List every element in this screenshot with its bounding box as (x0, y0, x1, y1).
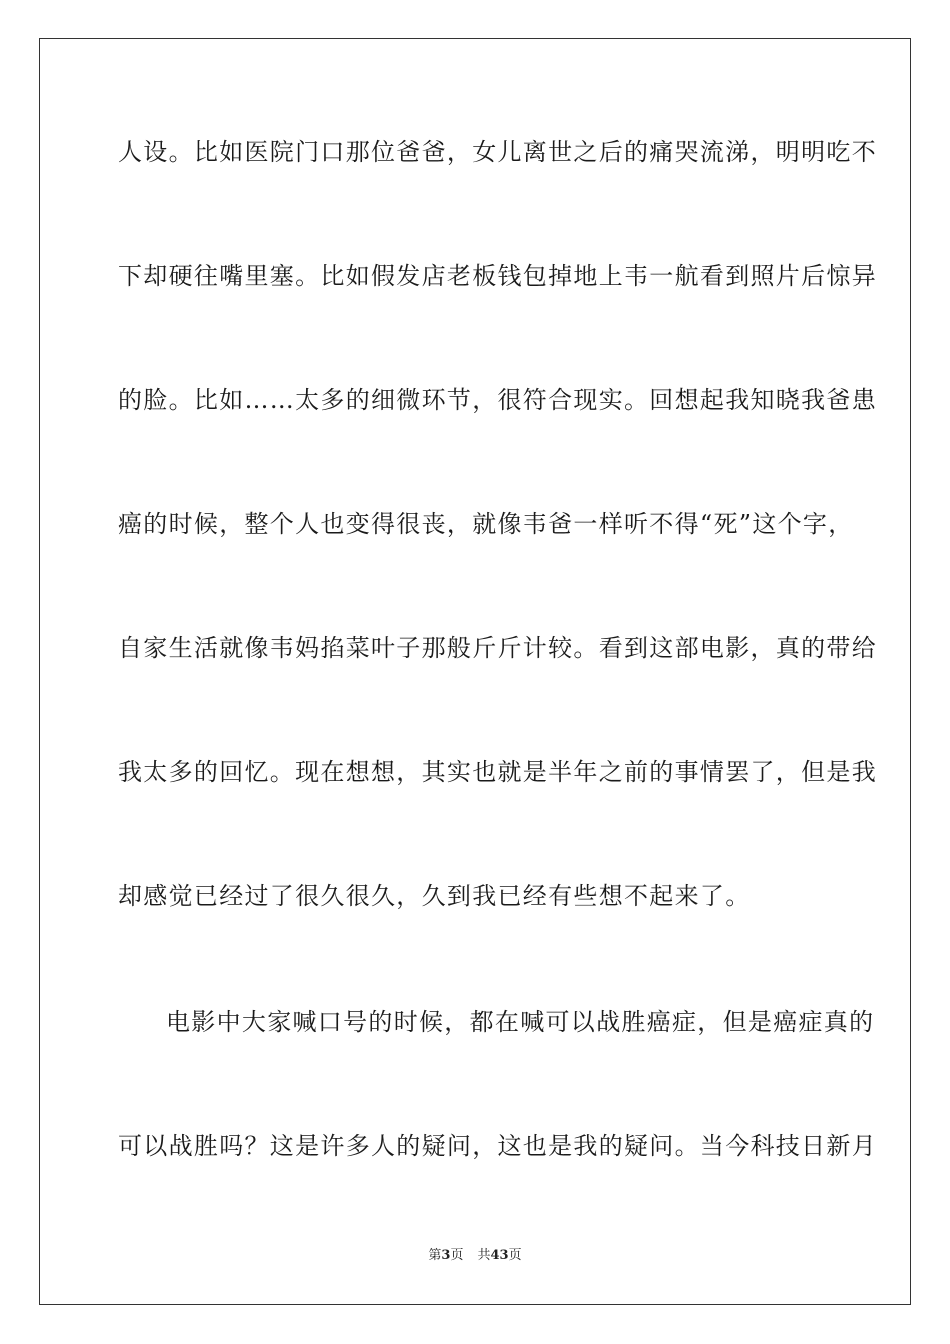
page-prefix: 第 (428, 1248, 442, 1263)
page-footer (0, 1247, 950, 1265)
text-line: 可以战胜吗？这是许多人的疑问，这也是我的疑问。当今科技日新月 (118, 1132, 877, 1160)
text-line: 却感觉已经过了很久很久，久到我已经有些想不起来了。 (118, 882, 751, 910)
paragraph-first-line: 电影中大家喊口号的时候，都在喊可以战胜癌症，但是癌症真的 (166, 1008, 875, 1036)
text-line: 人设。比如医院门口那位爸爸，女儿离世之后的痛哭流涕，明明吃不 (118, 138, 877, 166)
text-line: 下却硬往嘴里塞。比如假发店老板钱包掉地上韦一航看到照片后惊异 (118, 262, 877, 290)
total-prefix: 共 (477, 1248, 491, 1263)
text-line: 癌的时候，整个人也变得很丧，就像韦爸一样听不得“死”这个字， (118, 510, 854, 538)
text-line: 的脸。比如……太多的细微环节，很符合现实。回想起我知晓我爸患 (118, 386, 877, 414)
total-suffix: 页 (508, 1248, 522, 1263)
text-line: 我太多的回忆。现在想想，其实也就是半年之前的事情罢了，但是我 (118, 758, 877, 786)
text-line: 自家生活就像韦妈掐菜叶子那般斤斤计较。看到这部电影，真的带给 (118, 634, 877, 662)
page-border (39, 38, 911, 1305)
total-pages: 43 (490, 1248, 509, 1263)
page-number: 3 (441, 1248, 451, 1263)
page-suffix: 页 (450, 1248, 464, 1263)
